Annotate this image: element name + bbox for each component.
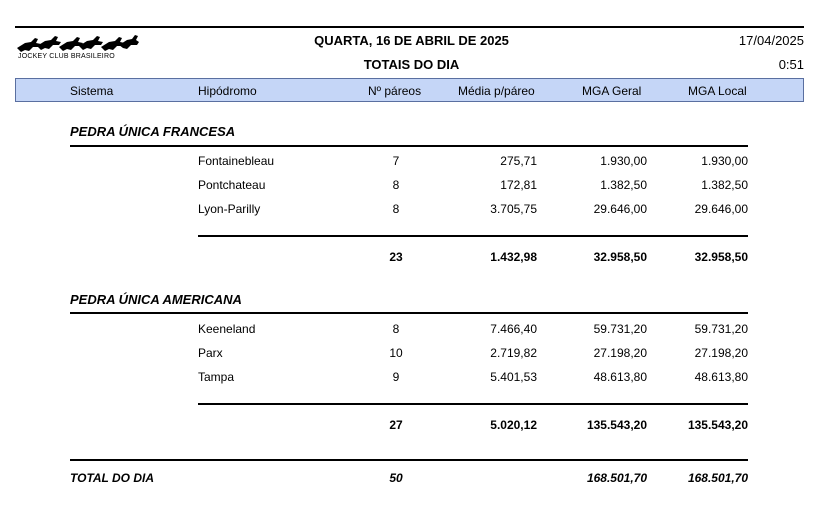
row-mga-local: 59.731,20 (694, 322, 748, 336)
col-mga-local: MGA Local (688, 84, 747, 98)
row-pareos: 8 (392, 202, 400, 216)
subtotal-media: 5.020,12 (490, 418, 537, 432)
section-rule (70, 145, 748, 147)
row-pareos: 10 (389, 346, 403, 360)
subtotal-pareos: 27 (389, 418, 403, 432)
col-media: Média p/páreo (458, 84, 535, 98)
subtotal-mga-geral: 32.958,50 (593, 250, 647, 264)
subtotal-pareos: 23 (389, 250, 403, 264)
row-mga-geral: 59.731,20 (593, 322, 647, 336)
subtotal-rule (198, 403, 748, 405)
row-hipodromo: Fontainebleau (198, 154, 275, 168)
subtotal-rule (198, 235, 748, 237)
row-pareos: 8 (392, 178, 400, 192)
total-label: TOTAL DO DIA (70, 471, 154, 485)
subtotal-mga-local: 135.543,20 (687, 418, 748, 432)
row-media: 2.719,82 (490, 346, 537, 360)
row-hipodromo: Lyon-Parilly (198, 202, 261, 216)
total-mga-geral: 168.501,70 (586, 471, 647, 485)
row-pareos: 7 (392, 154, 400, 168)
row-mga-geral: 48.613,80 (593, 370, 647, 384)
row-mga-local: 48.613,80 (694, 370, 748, 384)
row-mga-local: 29.646,00 (694, 202, 748, 216)
row-mga-local: 1.382,50 (701, 178, 748, 192)
row-pareos: 8 (392, 322, 400, 336)
report-date: 17/04/2025 (738, 33, 804, 48)
row-mga-geral: 1.382,50 (600, 178, 647, 192)
row-media: 172,81 (500, 178, 537, 192)
row-hipodromo: Parx (198, 346, 223, 360)
row-mga-local: 27.198,20 (694, 346, 748, 360)
row-mga-geral: 1.930,00 (600, 154, 647, 168)
logo-text: JOCKEY CLUB BRASILEIRO (18, 53, 115, 60)
section-title: PEDRA ÚNICA FRANCESA (70, 124, 236, 139)
total-mga-local: 168.501,70 (687, 471, 748, 485)
row-hipodromo: Pontchateau (198, 178, 266, 192)
report-time: 0:51 (778, 57, 804, 72)
row-mga-geral: 27.198,20 (593, 346, 647, 360)
row-media: 275,71 (500, 154, 537, 168)
section-title: PEDRA ÚNICA AMERICANA (70, 292, 242, 307)
page-title: QUARTA, 16 DE ABRIL DE 2025 (314, 33, 509, 48)
col-pareos: Nº páreos (368, 84, 422, 98)
col-mga-geral: MGA Geral (582, 84, 642, 98)
col-sistema: Sistema (70, 84, 114, 98)
total-pareos: 50 (389, 471, 403, 485)
page-subtitle: TOTAIS DO DIA (363, 57, 460, 72)
subtotal-media: 1.432,98 (490, 250, 537, 264)
section-rule (70, 312, 748, 314)
row-media: 7.466,40 (490, 322, 537, 336)
row-media: 3.705,75 (490, 202, 537, 216)
subtotal-mga-geral: 135.543,20 (586, 418, 647, 432)
col-hipodromo: Hipódromo (198, 84, 257, 98)
row-pareos: 9 (392, 370, 400, 384)
row-mga-local: 1.930,00 (701, 154, 748, 168)
row-hipodromo: Keeneland (198, 322, 256, 336)
total-rule (70, 459, 748, 461)
row-mga-geral: 29.646,00 (593, 202, 647, 216)
row-media: 5.401,53 (490, 370, 537, 384)
row-hipodromo: Tampa (198, 370, 235, 384)
top-rule (15, 26, 804, 28)
subtotal-mga-local: 32.958,50 (694, 250, 748, 264)
